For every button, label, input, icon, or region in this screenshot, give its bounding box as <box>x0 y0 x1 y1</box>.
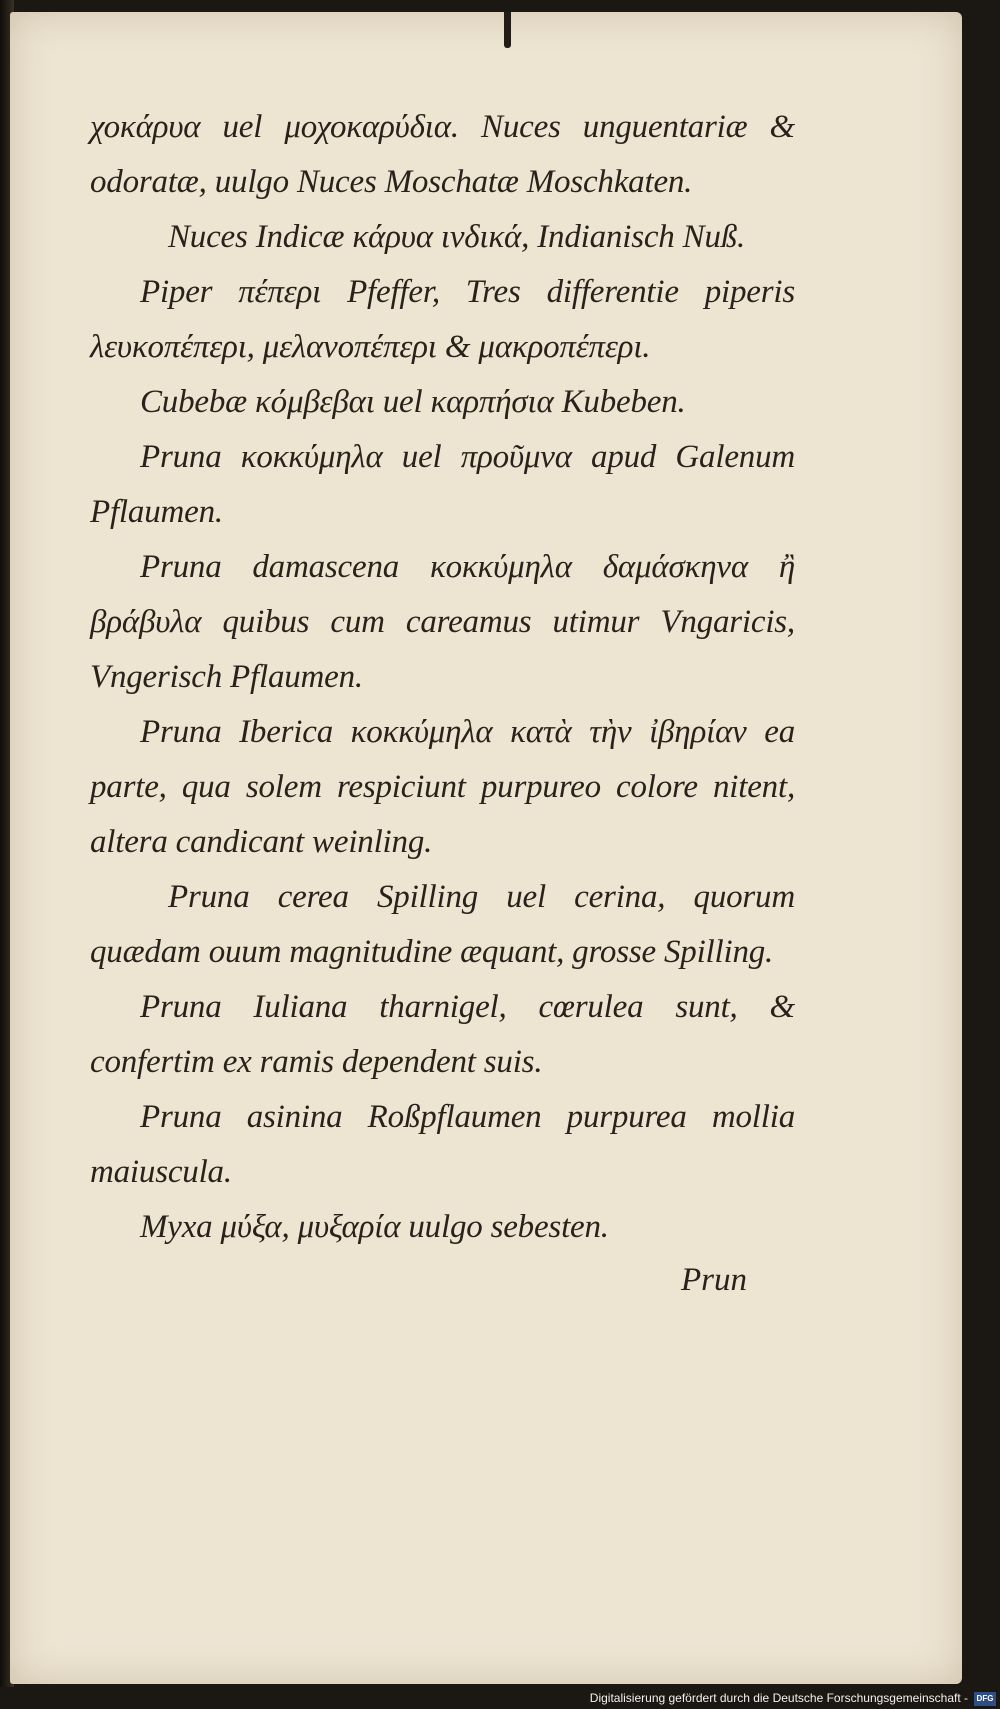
catchword: Prun <box>681 1262 747 1298</box>
page-text-block <box>90 100 795 1255</box>
paragraph: Pruna κοκκύμηλα uel προῦμνα apud Galenum Pflaumen. <box>90 439 795 530</box>
book-page <box>10 12 962 1684</box>
paragraph: Pruna asinina Roßpflaumen purpurea mollia maiuscula. <box>90 1099 795 1190</box>
footer-bar <box>0 1687 1000 1709</box>
digitization-credit: Digitalisierung gefördert durch die Deutsche Forschungsgemeinschaft - <box>589 1691 968 1705</box>
paragraph: Nuces Indicæ κάρυα ινδικά, Indianisch Nuß. <box>168 219 746 255</box>
dfg-logo: DFG <box>974 1692 996 1706</box>
paragraph: Piper πέπερι Pfeffer, Tres differentie piperis λευκοπέπερι, μελανοπέπερι & μακροπέπερι. <box>90 274 795 365</box>
paragraph: Pruna damascena κοκκύμηλα δαμάσκηνα ἢ βράβυλα quibus cum careamus utimur Vngaricis, Vngerisch Pflaumen. <box>90 549 795 695</box>
paragraph: Pruna Iberica κοκκύμηλα κατὰ τὴν ἰβηρίαν ea parte, qua solem respiciunt purpureo colore nitent, altera candicant weinling. <box>90 714 795 860</box>
page-top-mark <box>504 12 511 48</box>
paragraph: Pruna cerea Spilling uel cerina, quorum quædam ouum magnitudine æquant, grosse Spilling. <box>90 879 795 970</box>
paragraph: Cubebæ κόμβεβαι uel καρπήσια Kubeben. <box>140 384 686 420</box>
paragraph: χοκάρυα uel μοχοκαρύδια. Nuces unguentariæ & odoratæ, uulgo Nuces Moschatæ Moschkaten. <box>90 109 795 200</box>
paragraph: Myxa μύξα, μυξαρία uulgo sebesten. <box>140 1209 609 1245</box>
paragraph: Pruna Iuliana tharnigel, cœrulea sunt, & confertim ex ramis dependent suis. <box>90 989 795 1080</box>
